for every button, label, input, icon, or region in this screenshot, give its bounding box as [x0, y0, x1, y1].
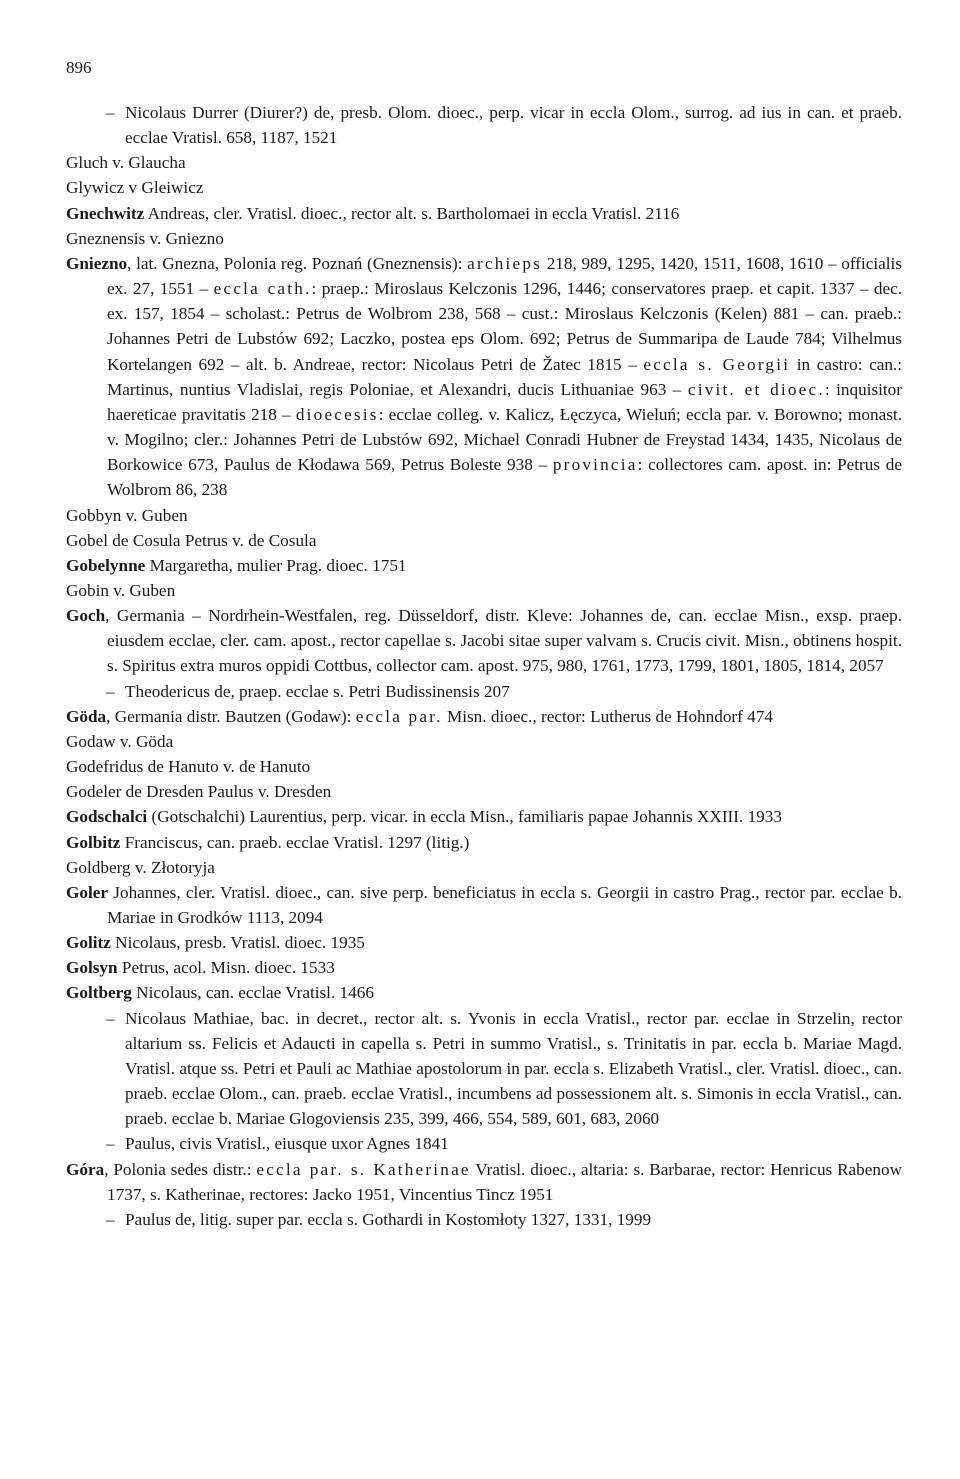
- entry-text: (Gotschalchi) Laurentius, perp. vicar. in eccla Misn., familiaris papae Johannis XXIII. 1933: [147, 807, 782, 827]
- register-entry: [66, 201, 902, 226]
- entry-headword: Gobelynne: [66, 555, 146, 575]
- sub-entry: [66, 1207, 902, 1232]
- cross-reference: [66, 729, 902, 754]
- entry-text: Gobbyn v. Guben: [66, 505, 188, 525]
- entry-headword: Golitz: [66, 933, 111, 953]
- page-number: 896: [66, 58, 92, 77]
- register-entry: [66, 930, 902, 955]
- register-entry: [66, 704, 902, 729]
- spaced-term: eccla par. s. Katherinae: [256, 1159, 471, 1179]
- entry-text: Gobel de Cosula Petrus v. de Cosula: [66, 530, 317, 550]
- register-entry: [66, 804, 902, 829]
- entry-headword: Goltberg: [66, 983, 132, 1003]
- entry-text: : ecclae colleg. v. Kalicz, Łęczyca, Wieluń; eccla par. v. Borowno; monast. v. Mogilno; cler.: Johannes Petri de Lubstów 692, Michael Conradi Hubner de Freystad 1434, 1435, Nicolaus de Borkowice 673, Paulus de Kłodawa 569, Petrus Boleste 938 –: [107, 404, 902, 475]
- entry-text: Theodericus de, praep. ecclae s. Petri Budissinensis 207: [125, 681, 510, 701]
- entry-dash: –: [106, 1209, 115, 1229]
- spaced-term: civit. et dioec.: [687, 379, 825, 399]
- entry-text: Paulus, civis Vratisl., eiusque uxor Agnes 1841: [125, 1134, 449, 1154]
- entry-dash: –: [106, 1008, 115, 1028]
- register-entry: [66, 1157, 902, 1207]
- sub-entry: [66, 100, 902, 150]
- entry-text: Vratisl. dioec., altaria: s. Barbarae, rector: Henricus Rabenow 1737, s. Katherinae, rectores: Jacko 1951, Vincentius Tincz 1951: [107, 1159, 903, 1204]
- entry-text: Gobin v. Guben: [66, 580, 176, 600]
- spaced-term: eccla cath.: [213, 279, 312, 299]
- sub-entry: [66, 1006, 902, 1132]
- entry-text: Margaretha, mulier Prag. dioec. 1751: [145, 555, 407, 575]
- entry-text: , lat. Gnezna, Polonia reg. Poznań (Gneznensis):: [127, 253, 468, 273]
- entry-text: , Germania – Nordrhein-Westfalen, reg. Düsseldorf, distr. Kleve: Johannes de, can. ecclae Misn., exsp. praep. eiusdem ecclae, cler. cam. apost., rector capellae s. Jacobi sitae super valvam s. Crucis civit. Misn., obtinens hospit. s. Spiritus extra muros oppidi Cottbus, collector cam. apost. 975, 980, 1761, 1773, 1799, 1801, 1805, 1814, 2057: [105, 606, 902, 676]
- register-entry: [66, 830, 902, 855]
- entry-text: Goldberg v. Złotoryja: [66, 857, 215, 877]
- spaced-term: dioecesis: [295, 404, 379, 424]
- entry-text: : praep.: Miroslaus Kelczonis 1296, 1446; conservatores praep. et capit. 1337 – dec. ex. 157, 1854 – scholast.: Petrus de Wolbrom 238, 568 – cust.: Miroslaus Kelczonis (Kelen) 881 – can. praeb.: Johannes Petri de Lubstów 692; Laczko, postea eps Olom. 692; Petrus de Summaripa de Laude 784; Vilhelmus Kortelangen 692 – alt. b. Andreae, rector: Nicolaus Petri de Žatec 1815 –: [107, 279, 902, 374]
- entry-text: Nicolaus, presb. Vratisl. dioec. 1935: [110, 933, 365, 953]
- entry-text: Petrus, acol. Misn. dioec. 1533: [117, 958, 335, 978]
- entry-headword: Gnechwitz: [66, 203, 145, 223]
- entry-text: Paulus de, litig. super par. eccla s. Gothardi in Kostomłoty 1327, 1331, 1999: [125, 1209, 652, 1229]
- entry-headword: Goler: [66, 882, 108, 902]
- sub-entry: [66, 679, 902, 704]
- entry-text: Franciscus, can. praeb. ecclae Vratisl. 1297 (litig.): [120, 832, 470, 852]
- spaced-term: archieps: [467, 253, 543, 273]
- register-entry: [66, 955, 902, 980]
- entry-text: Godeler de Dresden Paulus v. Dresden: [66, 782, 332, 802]
- entry-headword: Goch: [66, 606, 106, 626]
- entry-text: Godaw v. Göda: [66, 731, 174, 751]
- entry-text: Godefridus de Hanuto v. de Hanuto: [66, 757, 311, 777]
- entry-text: : collectores cam. apost. in: Petrus de Wolbrom 86, 238: [107, 455, 902, 500]
- entry-dash: –: [106, 103, 115, 122]
- entry-headword: Godschalci: [66, 807, 148, 827]
- entry-headword: Gniezno: [66, 253, 128, 273]
- entry-text: Misn. dioec., rector: Lutherus de Hohndorf 474: [442, 706, 773, 726]
- spaced-term: eccla s. Georgii: [643, 354, 791, 374]
- entry-text: Gluch v. Glaucha: [66, 153, 186, 173]
- entry-headword: Golsyn: [66, 958, 118, 978]
- entry-dash: –: [106, 1134, 115, 1154]
- entry-text: Gneznensis v. Gniezno: [66, 228, 224, 248]
- cross-reference: [66, 578, 902, 603]
- register-entry: [66, 980, 902, 1005]
- cross-reference: [66, 175, 902, 200]
- entry-headword: Göda: [66, 706, 107, 726]
- entry-text: : inquisitor haereticae pravitatis 218 –: [107, 379, 902, 424]
- cross-reference: [66, 503, 902, 528]
- cross-reference: [66, 855, 902, 880]
- cross-reference: [66, 779, 902, 804]
- register-entry: [66, 251, 902, 503]
- cross-reference: [66, 226, 902, 251]
- entry-dash: –: [106, 681, 115, 701]
- entry-text: Glywicz v Gleiwicz: [66, 178, 204, 198]
- spaced-term: provincia: [552, 455, 638, 475]
- spaced-term: eccla par.: [355, 706, 443, 726]
- register-entries: [66, 100, 902, 1232]
- sub-entry: [66, 1131, 902, 1156]
- entry-text: Andreas, cler. Vratisl. dioec., rector alt. s. Bartholomaei in eccla Vratisl. 2116: [144, 203, 680, 223]
- entry-text: in castro: can.: Martinus, nuntius Vladislai, regis Poloniae, et Alexandri, ducis Lithuaniae 963 –: [107, 354, 902, 399]
- entry-headword: Góra: [66, 1159, 105, 1179]
- register-entry: [66, 880, 902, 930]
- entry-text: , Germania distr. Bautzen (Godaw):: [106, 706, 356, 726]
- cross-reference: [66, 528, 902, 553]
- cross-reference: [66, 754, 902, 779]
- entry-text: Johannes, cler. Vratisl. dioec., can. sive perp. beneficiatus in eccla s. Georgii in castro Prag., rector par. ecclae b. Mariae in Grodków 1113, 2094: [107, 882, 902, 927]
- register-entry: [66, 603, 902, 678]
- entry-text: Nicolaus, can. ecclae Vratisl. 1466: [131, 983, 374, 1003]
- entry-text: , Polonia sedes distr.:: [104, 1159, 257, 1179]
- register-entry: [66, 553, 902, 578]
- entry-headword: Golbitz: [66, 832, 121, 852]
- entry-text: Nicolaus Durrer (Diurer?) de, presb. Olom. dioec., perp. vicar in eccla Olom., surrog. ad ius in can. et praeb. ecclae Vratisl. 658, 1187, 1521: [125, 103, 902, 148]
- cross-reference: [66, 150, 902, 175]
- entry-text: Nicolaus Mathiae, bac. in decret., rector alt. s. Yvonis in eccla Vratisl., rector par. ecclae in Strzelin, rector altarium ss. Felicis et Adaucti in capella s. Petri in summo Vratisl., s. Trinitatis in par. eccla b. Mariae Magd. Vratisl. atque ss. Petri et Pauli ac Mathiae apostolorum in par. eccla s. Elizabeth Vratisl., cler. Vratisl. dioec., can. praeb. ecclae Olom., can. praeb. ecclae Vratisl., incumbens ad possessionem alt. s. Simonis in eccla Vratisl., can. praeb. ecclae b. Mariae Glogoviensis 235, 399, 466, 554, 589, 601, 683, 2060: [125, 1008, 902, 1129]
- entry-text: 218, 989, 1295, 1420, 1511, 1608, 1610 – officialis ex. 27, 1551 –: [107, 253, 903, 299]
